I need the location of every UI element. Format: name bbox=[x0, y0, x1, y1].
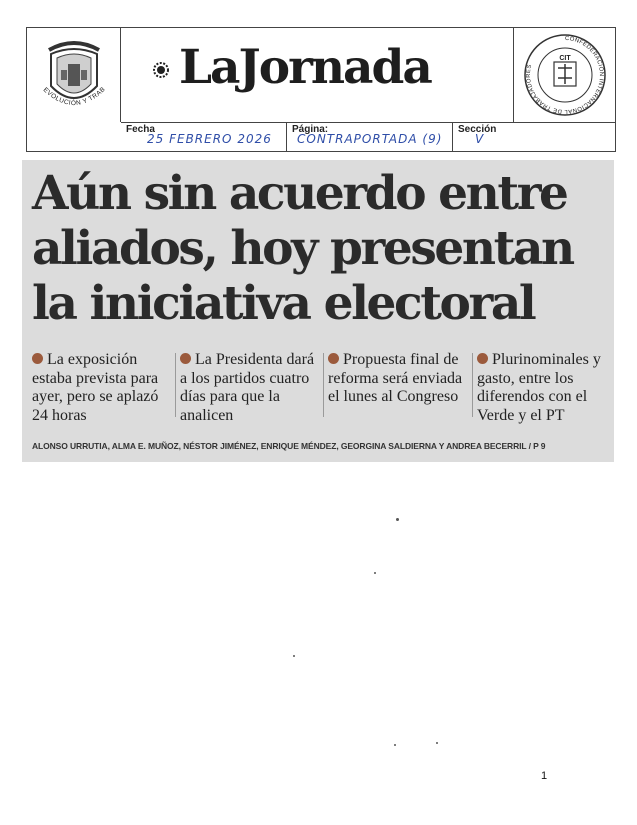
date-field bbox=[121, 123, 287, 152]
bullet-text: La exposición estaba prevista para ayer, pero se aplazó 24 horas bbox=[32, 351, 159, 424]
column-divider bbox=[472, 353, 473, 417]
summary-bullet bbox=[180, 351, 320, 425]
byline: ALONSO URRUTIA, ALMA E. MUÑOZ, NÉSTOR JIMÉNEZ, ENRIQUE MÉNDEZ, GEORGINA SALDIERNA Y ANDREA BECERRIL / P 9 bbox=[32, 441, 546, 451]
bullet-dot-icon bbox=[32, 353, 43, 364]
bullet-text: Propuesta final de reforma será enviada el lunes al Congreso bbox=[328, 351, 463, 405]
seal-center-text: CIT bbox=[559, 55, 571, 62]
sun-icon bbox=[151, 60, 171, 80]
summary-bullets bbox=[32, 351, 608, 431]
bullet-dot-icon bbox=[477, 353, 488, 364]
seal-arc-text: CONFEDERACIÓN INTERNACIONAL DE TRABAJADORES bbox=[525, 35, 604, 115]
section-label: Sección bbox=[458, 124, 497, 135]
summary-bullet bbox=[477, 351, 608, 425]
scan-speck bbox=[293, 655, 295, 657]
scan-speck bbox=[374, 572, 376, 574]
bullet-text: Plurinominales y gasto, entre los diferendos con el Verde y el PT bbox=[477, 351, 601, 424]
summary-bullet bbox=[32, 351, 172, 425]
column-divider bbox=[175, 353, 176, 417]
masthead bbox=[121, 28, 513, 122]
bullet-text: La Presidenta dará a los partidos cuatro días para que la analicen bbox=[180, 351, 315, 424]
bullet-dot-icon bbox=[328, 353, 339, 364]
scan-speck bbox=[436, 742, 438, 744]
page-number: 1 bbox=[541, 770, 548, 782]
union-seal-logo bbox=[27, 28, 121, 122]
section-field bbox=[453, 123, 617, 152]
metadata-fields bbox=[121, 122, 615, 152]
page-label: Página: bbox=[292, 124, 329, 135]
scan-speck bbox=[394, 744, 396, 746]
page-field bbox=[287, 123, 453, 152]
headline-line: la iniciativa electoral bbox=[32, 276, 535, 331]
news-clipping bbox=[22, 160, 614, 462]
headline bbox=[32, 166, 573, 331]
cit-seal-logo bbox=[513, 28, 615, 122]
document-header bbox=[26, 27, 616, 152]
page-value: CONTRAPORTADA (9) bbox=[297, 132, 443, 146]
date-value: 25 FEBRERO 2026 bbox=[147, 132, 272, 146]
scan-speck bbox=[396, 518, 399, 521]
newspaper-logo: LaJornada bbox=[179, 40, 431, 95]
seal-arc-text: EVOLUCIÓN Y TRAB bbox=[41, 85, 107, 108]
column-divider bbox=[323, 353, 324, 417]
summary-bullet bbox=[328, 351, 470, 407]
headline-line: Aún sin acuerdo entre bbox=[32, 166, 567, 221]
bullet-dot-icon bbox=[180, 353, 191, 364]
headline-line: aliados, hoy presentan bbox=[32, 221, 573, 276]
date-label: Fecha bbox=[126, 124, 155, 135]
section-value: V bbox=[475, 132, 485, 146]
